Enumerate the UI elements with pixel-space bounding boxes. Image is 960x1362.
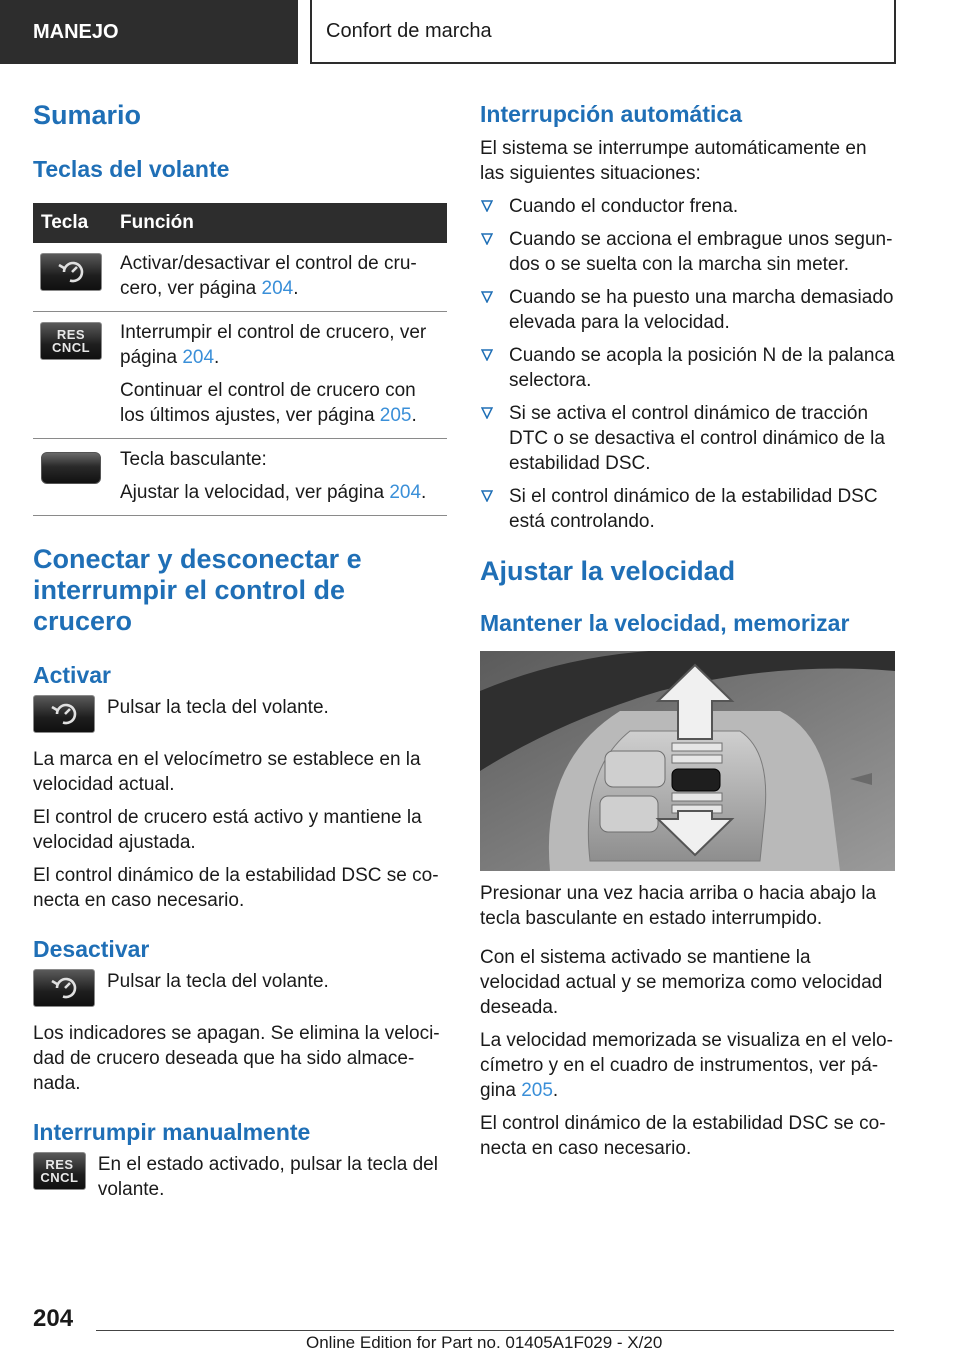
list-item bbox=[480, 343, 896, 393]
page-link-205[interactable]: 205 bbox=[521, 1080, 553, 1101]
list-item bbox=[480, 227, 896, 277]
chapter-title: Confort de marcha bbox=[326, 19, 492, 42]
col-funcion-header: Función bbox=[112, 203, 447, 243]
photo-p3 bbox=[480, 1028, 896, 1103]
rocker-switch-icon bbox=[40, 449, 102, 487]
row2-text-2-end: . bbox=[411, 405, 417, 426]
section-tab bbox=[0, 0, 298, 64]
desactivar-key-text: Pulsar la tecla del volante. bbox=[107, 971, 329, 992]
auto-intro: El sistema se interrumpe automáticamente en las siguientes situaciones: bbox=[480, 138, 867, 184]
list-item bbox=[480, 401, 896, 476]
interrumpir-heading: Interrumpir manualmente bbox=[33, 1119, 311, 1145]
interrumpir-key-text: En el estado activado, pulsar la tecla del volante. bbox=[97, 1154, 438, 1200]
res-label: RES bbox=[56, 327, 86, 342]
mantener-heading: Mantener la velocidad, memorizar bbox=[480, 610, 850, 636]
table-row bbox=[33, 243, 447, 312]
activar-p2: El control de crucero está activo y mantiene la velocidad ajustada. bbox=[33, 807, 422, 853]
cruise-control-icon bbox=[33, 969, 95, 1007]
bullet-text: Cuando se ha puesto una marcha demasiado elevada para la velocidad. bbox=[509, 287, 894, 333]
page-link-204[interactable]: 204 bbox=[389, 482, 422, 503]
row3-text: Tecla basculante: bbox=[120, 449, 267, 470]
list-item bbox=[480, 285, 896, 335]
page-link-204[interactable]: 204 bbox=[261, 278, 294, 299]
row3-text-2-end: . bbox=[421, 482, 427, 503]
table-row bbox=[33, 439, 447, 516]
keys-table bbox=[33, 203, 447, 516]
interrumpir-key-row bbox=[33, 1152, 447, 1202]
activar-key-row bbox=[33, 695, 447, 733]
bullet-text: Cuando se acciona el embrague unos segun-dos o se suelta con la marcha sin meter. bbox=[509, 229, 893, 275]
triangle-bullet-icon bbox=[481, 233, 493, 245]
steering-wheel-rocker-photo bbox=[480, 651, 895, 871]
left-column bbox=[33, 100, 447, 1202]
auto-heading: Interrupción automática bbox=[480, 101, 742, 127]
page-link-204[interactable]: 204 bbox=[182, 347, 215, 368]
footer-divider bbox=[96, 1330, 894, 1331]
cncl-label: CNCL bbox=[40, 1170, 79, 1185]
photo-p2: Con el sistema activado se mantiene la velocidad actual y se memoriza como velocidad deseada. bbox=[480, 947, 883, 1018]
res-cncl-icon bbox=[40, 322, 102, 360]
conectar-heading: Conectar y desconectar e interrumpir el control de crucero bbox=[33, 544, 362, 636]
desactivar-p1: Los indicadores se apagan. Se elimina la veloci-dad de crucero deseada que ha sido almace-nada. bbox=[33, 1023, 440, 1094]
triangle-bullet-icon bbox=[481, 200, 493, 212]
sumario-heading: Sumario bbox=[33, 100, 142, 130]
table-row bbox=[33, 312, 447, 439]
row2-text-2: Continuar el control de crucero con los últimos ajustes, ver página bbox=[120, 380, 416, 426]
photo-p3-text: La velocidad memorizada se visualiza en el velo-címetro y en el cuadro de instrumentos, ver pá-gina bbox=[480, 1030, 893, 1101]
teclas-heading: Teclas del volante bbox=[33, 156, 230, 182]
res-cncl-icon bbox=[33, 1152, 86, 1190]
bullet-text: Si el control dinámico de la estabilidad DSC está controlando. bbox=[509, 486, 878, 532]
col-tecla-header: Tecla bbox=[33, 203, 112, 243]
triangle-bullet-icon bbox=[481, 291, 493, 303]
photo-p4: El control dinámico de la estabilidad DSC se co-necta en caso necesario. bbox=[480, 1113, 886, 1159]
bullet-text: Cuando el conductor frena. bbox=[509, 196, 739, 217]
photo-p1: Presionar una vez hacia arriba o hacia abajo la tecla basculante en estado interrumpido. bbox=[480, 883, 877, 929]
row2-text-end: . bbox=[214, 347, 220, 368]
page-link-205[interactable]: 205 bbox=[379, 405, 412, 426]
photo-p3-end: . bbox=[552, 1080, 559, 1101]
desactivar-heading: Desactivar bbox=[33, 936, 150, 962]
page-number: 204 bbox=[33, 1305, 74, 1332]
bullet-text: Si se activa el control dinámico de tracción DTC o se desactiva el control dinámico de la estabilidad DSC. bbox=[509, 403, 885, 474]
activar-p1: La marca en el velocímetro se establece en la velocidad actual. bbox=[33, 749, 421, 795]
cruise-control-icon bbox=[40, 253, 102, 291]
row1-text: Activar/desactivar el control de cru-cero, ver página bbox=[120, 253, 417, 299]
right-column bbox=[480, 100, 896, 1161]
row1-text-end: . bbox=[293, 278, 299, 299]
section-title: MANEJO bbox=[33, 20, 119, 43]
triangle-bullet-icon bbox=[481, 407, 493, 419]
res-label: RES bbox=[45, 1157, 74, 1172]
auto-bullet-list bbox=[480, 194, 896, 534]
activar-heading: Activar bbox=[33, 662, 111, 688]
activar-p3: El control dinámico de la estabilidad DSC se co-necta en caso necesario. bbox=[33, 865, 439, 911]
ajustar-heading: Ajustar la velocidad bbox=[480, 556, 736, 586]
cruise-control-icon bbox=[33, 695, 95, 733]
cncl-label: CNCL bbox=[51, 340, 91, 355]
triangle-bullet-icon bbox=[481, 349, 493, 361]
row2-text: Interrumpir el control de crucero, ver página bbox=[120, 322, 427, 368]
row3-text-2: Ajustar la velocidad, ver página bbox=[120, 482, 390, 503]
activar-key-text: Pulsar la tecla del volante. bbox=[107, 697, 329, 718]
chapter-tab bbox=[310, 0, 896, 64]
list-item bbox=[480, 194, 896, 219]
list-item bbox=[480, 484, 896, 534]
desactivar-key-row bbox=[33, 969, 447, 1007]
bullet-text: Cuando se acopla la posición N de la palanca selectora. bbox=[509, 345, 895, 391]
table-header-row bbox=[33, 203, 447, 243]
triangle-bullet-icon bbox=[481, 490, 493, 502]
footer-edition: Online Edition for Part no. 01405A1F029 - X/20 bbox=[306, 1333, 663, 1352]
